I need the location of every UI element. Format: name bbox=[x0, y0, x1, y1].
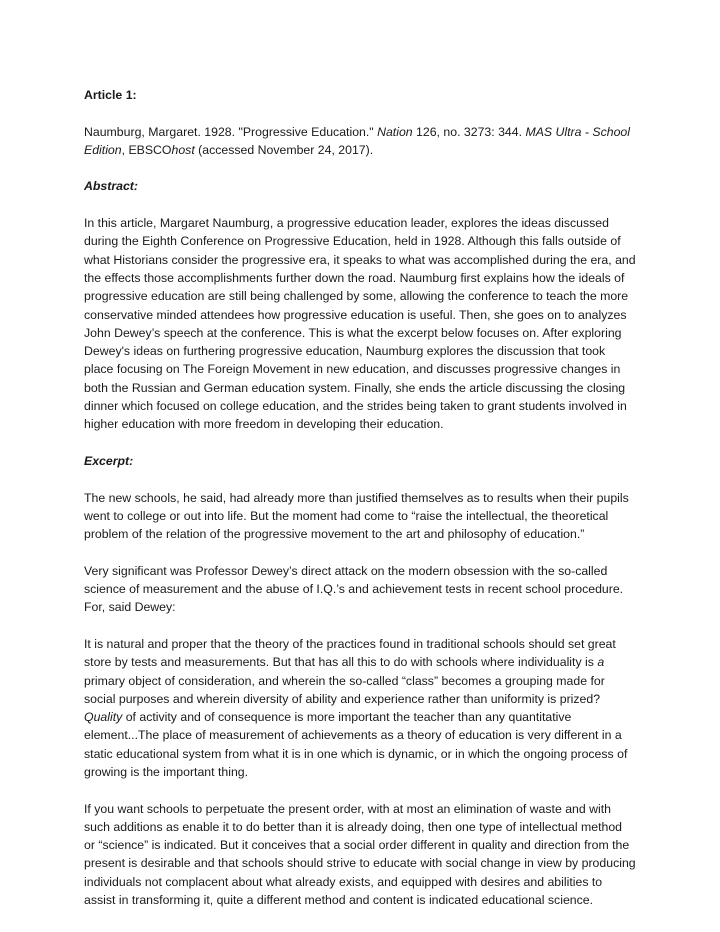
citation-author-title: Naumburg, Margaret. 1928. "Progressive Education." bbox=[84, 124, 378, 139]
citation-host: host bbox=[171, 142, 195, 157]
quote-part-e: of activity and of consequence is more important the teacher than any quantitative element...The place of measurement of achievements as a theory of education is very different in a static educational system from what it is in one which is dynamic, or in which the ongoing process of growing is the important thing. bbox=[84, 710, 628, 779]
excerpt-paragraph-3 bbox=[84, 635, 636, 781]
citation-publisher: , EBSCO bbox=[121, 142, 172, 157]
citation-accessed: (accessed November 24, 2017). bbox=[194, 142, 374, 157]
citation-journal: Nation bbox=[377, 124, 413, 139]
article-label: Article 1: bbox=[84, 88, 137, 102]
excerpt-paragraph-2: Very significant was Professor Dewey’s direct attack on the modern obsession with the so-called science of measurement and the abuse of I.Q.’s and achievement tests in recent school procedure. For, said Dewey: bbox=[84, 563, 624, 615]
quote-emphasis-a: a bbox=[597, 655, 605, 670]
excerpt-paragraph-4: If you want schools to perpetuate the present order, with at most an elimination of waste and with such additions as enable it to do better than it is already doing, then one type of intellectual method or “science” is indicated. But it conceives that a social order different in quality and direction from the present is desirable and that schools should strive to educate with social change in view by producing individuals not complacent about what already exists, and equipped with desires and abilities to assist in transforming it, quite a different method and content is indicated educational science. bbox=[84, 801, 636, 908]
citation bbox=[84, 123, 636, 160]
abstract-text: In this article, Margaret Naumburg, a progressive education leader, explores the ideas discussed during the Eighth Conference on Progressive Education, held in 1928. Although this falls outside of what Historians consider the progressive era, it speaks to what was accomplished during the era, and the effects those accomplishments further down the road. Naumburg first explains how the ideals of progressive education are still being challenged by some, allowing the conference to teach the more conservative minded attendees how progressive education is useful. Then, she goes on to analyzes John Dewey’s speech at the conference. This is what the excerpt below focuses on. After exploring Dewey's ideas on furthering progressive education, Naumburg explores the discussion that took place focusing on The Foreign Movement in new education, and discusses progressive changes in both the Russian and German education system. Finally, she ends the article discussing the closing dinner which focused on college education, and the strides being taken to grant students involved in higher education with more freedom in developing their education. bbox=[84, 216, 636, 432]
excerpt-paragraph-1: The new schools, he said, had already more than justified themselves as to results when their pupils went to college or out into life. But the moment had come to “raise the intellectual, the theoretical problem of the relation of the progressive movement to the art and philosophy of education.” bbox=[84, 490, 629, 542]
quote-emphasis-quality: Quality bbox=[84, 710, 123, 725]
quote-part-c: primary object of consideration, and wherein the so-called “class” becomes a grouping made for social purposes and wherein diversity of ability and experience rather than uniformity is prized? bbox=[84, 673, 605, 706]
excerpt-heading: Excerpt: bbox=[84, 453, 134, 468]
citation-database: MAS Ultra - School Edition bbox=[84, 124, 631, 157]
citation-issue: 126, no. 3273: 344. bbox=[412, 124, 526, 139]
abstract-heading: Abstract: bbox=[84, 179, 138, 194]
quote-part-a: It is natural and proper that the theory of the practices found in traditional schools should set great store by tests and measurements. But that has all this to do with schools where individuality is bbox=[84, 636, 616, 670]
